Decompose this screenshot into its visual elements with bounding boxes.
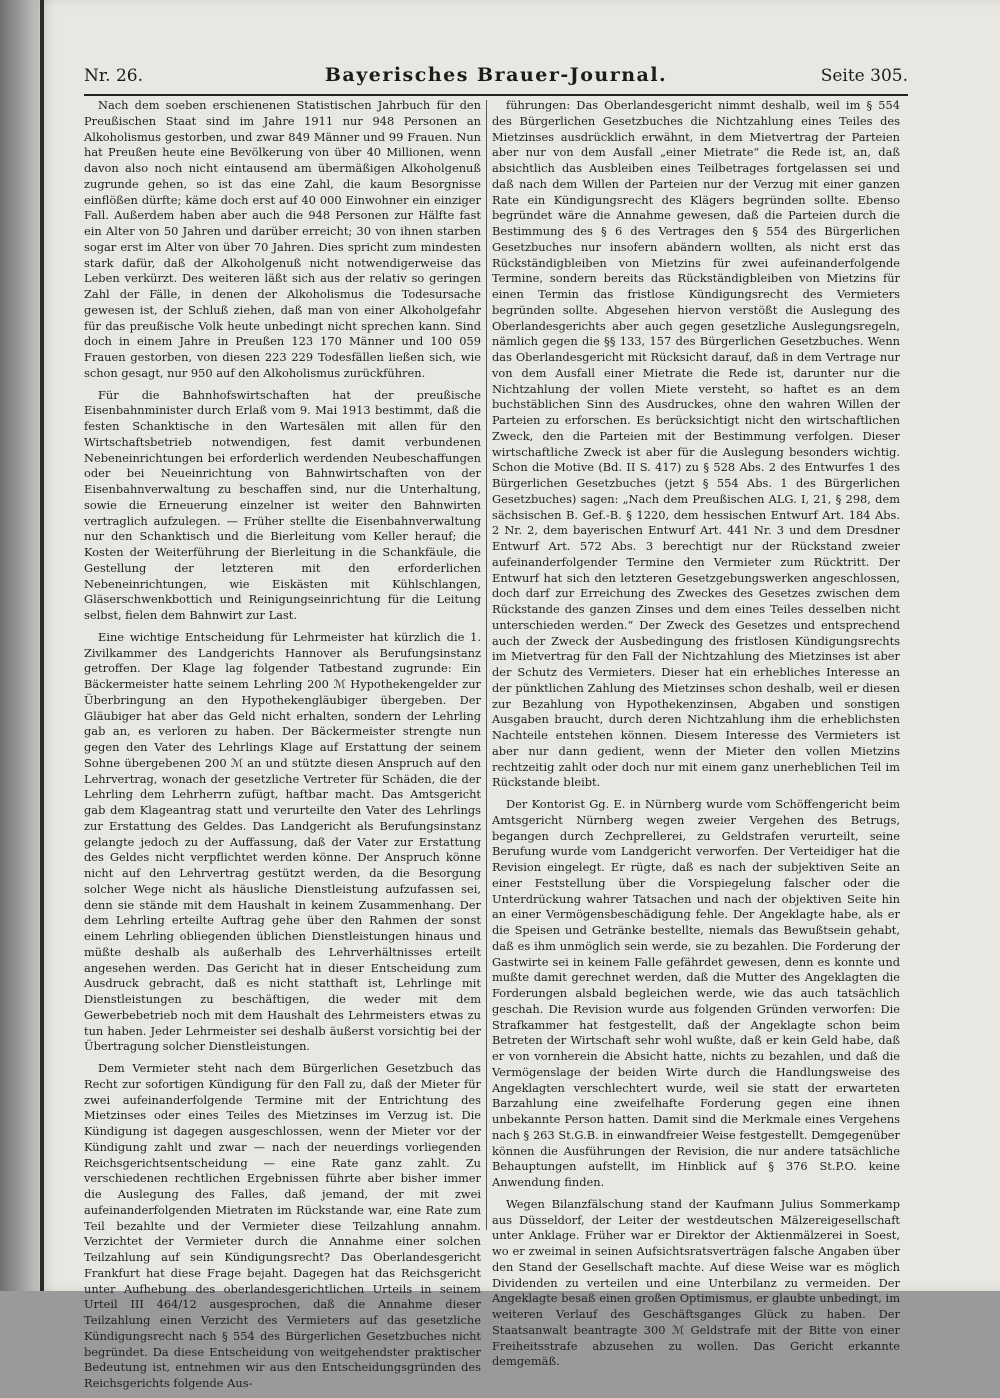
- article-alcoholism-statistics: Nach dem soeben erschienenen Statistischen Jahrbuch für den Preußischen Staat sind im Jahre 1911 nur 948 Personen an Alkoholismus gestorben, und zwar 849 Männer und 99 Frauen. Nun hat Preußen heute eine Bevölkerung von über 40 Millionen, wenn davon also noch nicht eintausend am übermäßigen Alkoholgenuß zugrunde gehen, so ist das eine Zahl, die kaum Besorgnisse einflößen dürfte; käme doch erst auf 40 000 Einwohner ein einziger Fall. Außerdem haben aber auch die 948 Personen zur Hälfte fast ein Alter von 50 Jahren und darüber erreicht; 30 von ihnen starben sogar erst im Alter von über 70 Jahren. Dies spricht zum mindesten stark dafür, daß der Alkoholgenuß nicht notwendigerweise das Leben verkürzt. Des weiteren läßt sich aus der relativ so geringen Zahl der Fälle, in denen der Alkoholismus die Todesursache gewesen ist, der Schluß ziehen, daß man von einer Alkoholgefahr für das preußische Volk heute unbedingt nicht sprechen kann. Sind doch in einem Jahre in Preußen 123 170 Männer und 100 059 Frauen gestorben, von diesen 223 229 Todesfällen ließen sich, wie schon gesagt, nur 950 auf den Alkoholismus zurückführen.: [84, 98, 481, 380]
- article-apprentice-ruling: Eine wichtige Entscheidung für Lehrmeister hat kürzlich die 1. Zivilkammer des Landgerichts Hannover als Berufungsinstanz getroffen. Der Klage lag folgender Tatbestand zugrunde: Ein Bäckermeister hatte seinem Lehrling 200 ℳ Hypothekengelder zur Überbringung an den Hypothekengläubiger übergeben. Der Gläubiger hat aber das Geld nicht erhalten, sondern der Lehrling gab an, es verloren zu haben. Der Bäckermeister strengte nun gegen den Vater des Lehrlings Klage auf Erstattung der seinem Sohne übergebenen 200 ℳ an und stützte diesen Anspruch auf den Lehrvertrag, wonach der gesetzliche Vertreter für Schäden, die der Lehrling dem Lehrherrn zufügt, haftbar macht. Das Amtsgericht gab dem Klageantrag statt und verurteilte den Vater des Lehrlings zur Erstattung des Geldes. Das Landgericht als Berufungsinstanz gelangte jedoch zu der Auffassung, daß der Vater zur Erstattung des Geldes nicht verpflichtet werden könne. Der Anspruch könne nicht auf den Lehrvertrag gestützt werden, da die Besorgung solcher Wege nicht als häusliche Dienstleistung aufzufassen sei, denn sie stände mit dem Haushalt in keinem Zusammenhang. Der dem Lehrling erteilte Auftrag gehe über den Rahmen der sonst einem Lehrling obliegenden üblichen Dienstleistungen hinaus und müßte deshalb als außerhalb des Lehrverhältnisses erteilt angesehen werden. Das Gericht hat in dieser Entscheidung zum Ausdruck gebracht, daß es nicht statthaft ist, Lehrlinge mit Dienstleistungen zu beschäftigen, die weder mit dem Gewerbebetrieb noch mit dem Haushalt des Lehrmeisters etwas zu tun haben. Jeder Lehrmeister sei deshalb äußerst vorsichtig bei der Übertragung solcher Dienstleistungen.: [84, 629, 481, 1054]
- binding-spine-line: [40, 0, 44, 1291]
- article-balance-forgery: Wegen Bilanzfälschung stand der Kaufmann Julius Sommerkamp aus Düsseldorf, der Leiter der westdeutschen Mälzereigesellschaft unter Anklage. Früher war er Direktor der Aktienmälzerei in Soest, wo er zweimal in seinen Aufsichtsratsverträgen falsche Angaben über den Stand der Gesellschaft machte. Auf diese Weise war es möglich Dividenden zu verteilen und eine Unterbilanz zu vermeiden. Der Angeklagte besaß einen großen Optimismus, er glaubte unbedingt, im weiteren Verlauf des Geschäftsganges Glück zu haben. Der Staatsanwalt beantragte 300 ℳ Geldstrafe mit der Bitte von einer Freiheitsstrafe abzusehen zu wollen. Das Gericht erkannte demgemäß.: [492, 1196, 900, 1369]
- article-tenancy-continued: führungen: Das Oberlandesgericht nimmt deshalb, weil im § 554 des Bürgerlichen Gesetzbuches die Nichtzahlung eines Teiles des Mietzinses ausdrücklich erwähnt, in dem Mietvertrag der Parteien aber nur von dem Ausfall „einer Mietrate“ die Rede ist, an, daß absichtlich das Ausbleiben eines Teilbetrages fortgelassen sei und daß nach dem Willen der Parteien nur der Verzug mit einer ganzen Rate ein Kündigungsrecht des Klägers begründen sollte. Ebenso begründet wäre die Annahme gewesen, daß die Parteien durch die Bestimmung des § 6 des Vertrages den § 554 des Bürgerlichen Gesetzbuches nur insofern abändern wollten, als nicht erst das Rückständigbleiben von Mietzins für zwei aufeinanderfolgende Termine, sondern bereits das Rückständigbleiben von Mietzins für einen Termin das fristlose Kündigungsrecht des Vermieters begründen sollte. Abgesehen hiervon verstößt die Auslegung des Oberlandesgerichts aber auch gegen gesetzliche Auslegungsregeln, nämlich gegen die §§ 133, 157 des Bürgerlichen Gesetzbuches. Wenn das Oberlandesgericht mit Rücksicht darauf, daß in dem Vertrage nur von dem Ausfall einer Mietrate die Rede ist, darunter nur die Nichtzahlung der vollen Miete versteht, so haftet es an dem buchstäblichen Sinn des Ausdruckes, ohne den wahren Willen der Parteien zu erforschen. Es berücksichtigt nicht den wirtschaftlichen Zweck, den die Parteien mit der Bestimmung verfolgen. Dieser wirtschaftliche Zweck ist aber für die Auslegung besonders wichtig. Schon die Motive (Bd. II S. 417) zu § 528 Abs. 2 des Entwurfes 1 des Bürgerlichen Gesetzbuches (jetzt § 554 Abs. 1 des Bürgerlichen Gesetzbuches) sagen: „Nach dem Preußischen ALG. I, 21, § 298, dem sächsischen B. Gef.-B. § 1220, dem hessischen Entwurf Art. 184 Abs. 2 Nr. 2, dem bayerischen Entwurf Art. 441 Nr. 3 und dem Dresdner Entwurf Art. 572 Abs. 3 berechtigt nur der Rückstand zweier aufeinanderfolgender Termine den Vermieter zum Rücktritt. Der Entwurf hat sich den letzteren Gesetzgebungswerken angeschlossen, doch darf zur Erreichung des Zweckes des Gesetzes zwischen dem Rückstande des ganzen Zinses und dem eines Teiles desselben nicht unterschieden werden.“ Der Zweck des Gesetzes und entsprechend auch der Zweck der Ausbedingung des fristlosen Kündigungsrechts im Mietvertrag für den Fall der Nichtzahlung des Mietzinses ist aber der Schutz des Vermieters. Dieser hat ein erhebliches Interesse an der pünktlichen Zahlung des Mietzinses schon deshalb, weil er diesen zur Bezahlung von Hypothekenzinsen, Abgaben und sonstigen Ausgaben braucht, durch deren Nichtzahlung ihm die erheblichsten Nachteile entstehen können. Diesem Interesse des Vermieters ist aber nur dann gedient, wenn der Mieter den vollen Mietzins rechtzeitig zahlt oder doch nur mit einem ganz unerheblichen Teil im Rückstande bleibt.: [492, 98, 900, 790]
- left-column: [84, 98, 481, 1398]
- article-fraud-case: Der Kontorist Gg. E. in Nürnberg wurde vom Schöffengericht beim Amtsgericht Nürnberg wegen zweier Vergehen des Betrugs, begangen durch Zechprellerei, zu Geldstrafen verurteilt, seine Berufung wurde vom Landgericht verworfen. Der Verteidiger hat die Revision eingelegt. Er rügte, daß es nach der subjektiven Seite an einer Feststellung über die Vorspiegelung falscher oder die Unterdrückung wahrer Tatsachen und nach der objektiven Seite hin an einer Vermögensbeschädigung fehle. Der Angeklagte habe, als er die Speisen und Getränke bestellte, niemals das Bewußtsein gehabt, daß es ihm unmöglich sein werde, sie zu bezahlen. Die Forderung der Gastwirte sei in keinem Falle gefährdet gewesen, denn es konnte und mußte damit gerechnet werden, daß die Mutter des Angeklagten die Forderungen alsbald begleichen werde, wie das auch tatsächlich geschah. Die Revision wurde aus folgenden Gründen verworfen: Die Strafkammer hat festgestellt, daß der Angeklagte schon beim Betreten der Wirtschaft sehr wohl wußte, daß er kein Geld habe, daß er von vornherein die Absicht hatte, nichts zu bezahlen, und daß die Vermögenslage der beiden Wirte durch die Handlungsweise des Angeklagten verschlechtert wurde, weil sie statt der erwarteten Barzahlung eine zweifelhafte Forderung gegen eine ihnen unbekannte Person hatten. Damit sind die Merkmale eines Vergehens nach § 263 St.G.B. in einwandfreier Weise festgestellt. Demgegenüber können die Ausführungen der Revision, die nur andere tatsächliche Behauptungen aufstellt, im Hinblick auf § 376 St.P.O. keine Anwendung finden.: [492, 797, 900, 1189]
- right-column: [492, 98, 900, 1376]
- issue-number: Nr. 26.: [84, 66, 143, 86]
- article-tenancy-termination: Dem Vermieter steht nach dem Bürgerlichen Gesetzbuch das Recht zur sofortigen Kündigung für den Fall zu, daß der Mieter für zwei aufeinanderfolgende Termine mit der Entrichtung des Mietzinses oder eines Teiles des Mietzinses im Verzug ist. Die Kündigung ist dagegen ausgeschlossen, wenn der Mieter vor der Kündigung zahlt und zwar — nach der neuerdings vorliegenden Reichsgerichtsentscheidung — eine Rate ganz zahlt. Zu verschiedenen rechtlichen Ergebnissen führte aber bisher immer die Auslegung des Falles, daß jemand, der mit zwei aufeinanderfolgenden Mietraten im Rückstande war, eine Rate zum Teil bezahlte und der Vermieter diese Teilzahlung annahm. Verzichtet der Vermieter durch die Annahme einer solchen Teilzahlung auf sein Kündigungsrecht? Das Oberlandesgericht Frankfurt hat diese Frage bejaht. Dagegen hat das Reichsgericht unter Aufhebung des oberlandesgerichtlichen Urteils in seinem Urteil III 464/12 ausgesprochen, daß die Annahme dieser Teilzahlung einen Verzicht des Vermieters auf das gesetzliche Kündigungsrecht nach § 554 des Bürgerlichen Gesetzbuches nicht begründet. Da diese Entscheidung von weitgehendster praktischer Bedeutung ist, entnehmen wir aus den Entscheidungsgründen des Reichsgerichts folgende Aus-: [84, 1061, 481, 1390]
- page-number: Seite 305.: [820, 66, 908, 86]
- journal-title: Bayerisches Brauer-Journal.: [324, 64, 668, 86]
- column-divider: [486, 100, 487, 1230]
- article-station-restaurants: Für die Bahnhofswirtschaften hat der preußische Eisenbahnminister durch Erlaß vom 9. Mai 1913 bestimmt, daß die festen Schanktische in den Wartesälen mit allen für den Wirtschaftsbetrieb notwendigen, fest damit verbundenen Nebeneinrichtungen bei erforderlich werdenden Neubeschaffungen oder bei Neueinrichtung von Bahnwirtschaften von der Eisenbahnverwaltung zu beschaffen sind, nur die Unterhaltung, sowie die Erneuerung einzelner ist weiter den Bahnwirten vertraglich aufzulegen. — Früher stellte die Eisenbahnverwaltung nur den Schanktisch und die Bierleitung vom Keller herauf; die Kosten der Weiterführung der Bierleitung in die Schankfäule, die Gestellung der letzteren mit den erforderlichen Nebeneinrichtungen, wie Eiskästen mit Kühlschlangen, Gläserschwenkbottich und Reinigungseinrichtung für die Leitung selbst, fielen dem Bahnwirt zur Last.: [84, 387, 481, 622]
- page-header: [84, 64, 908, 96]
- page-shadow-edge: [0, 0, 36, 1291]
